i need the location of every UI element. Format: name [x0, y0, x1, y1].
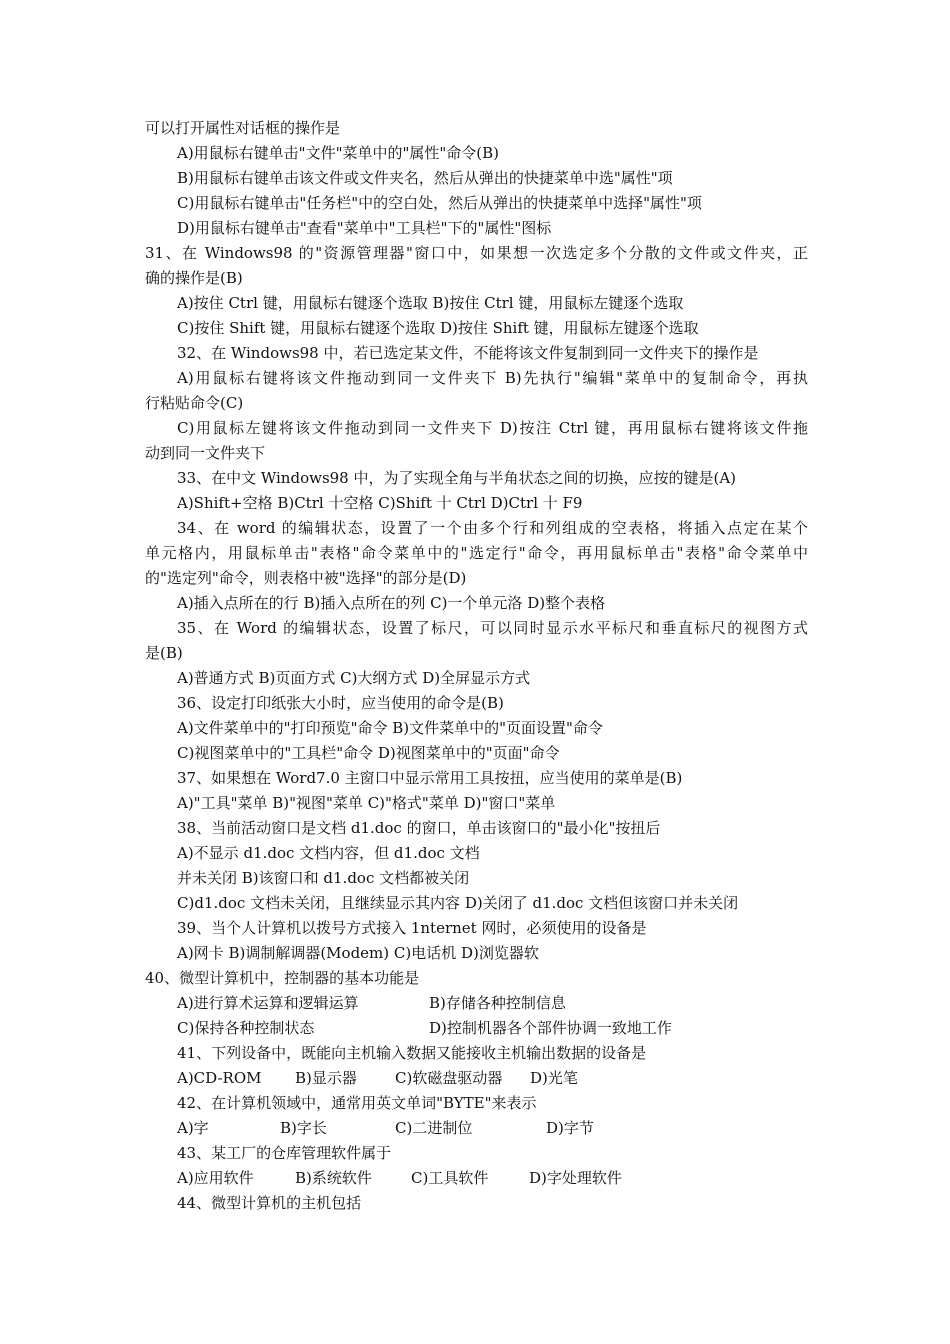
- option-text: 并未关闭 B)该窗口和 d1.doc 文档都被关闭: [177, 869, 470, 887]
- question-35-text: 35、在 Word 的编辑状态，设置了标尺，可以同时显示水平标尺和垂直标尺的视图方式: [177, 619, 808, 637]
- option-text: A)插入点所在的行 B)插入点所在的列 C)一个单元洛 D)整个表格: [177, 594, 606, 612]
- question-31-text: 31、在 Windows98 的"资源管理器"窗口中，如果想一次选定多个分散的文件或文件夹，正: [145, 244, 808, 262]
- option-text: A)用鼠标右键将该文件拖动到同一文件夹下 B)先执行"编辑"菜单中的复制命令，再执: [177, 369, 808, 387]
- option-text: B)字长: [280, 1119, 327, 1137]
- option-text: A)普通方式 B)页面方式 C)大纲方式 D)全屏显示方式: [177, 669, 531, 687]
- option-text: A)网卡 B)调制解调器(Modem) C)电话机 D)浏览器软: [177, 944, 539, 962]
- option-text: C)软磁盘驱动器: [395, 1069, 503, 1087]
- question-32-text: 32、在 Windows98 中，若已选定某文件，不能将该文件复制到同一文件夹下的操作是: [177, 344, 759, 362]
- question-33-text: 33、在中文 Windows98 中，为了实现全角与半角状态之间的切换，应按的键是(A): [177, 469, 737, 487]
- question-34-text: 34、在 word 的编辑状态，设置了一个由多个行和列组成的空表格，将插入点定在某个: [177, 519, 808, 537]
- question-42-text: 42、在计算机领域中，通常用英文单词"BYTE"来表示: [177, 1094, 537, 1112]
- option-text: A)Shift+空格 B)Ctrl 十空格 C)Shift 十 Ctrl D)Ctrl 十 F9: [177, 494, 583, 512]
- option-text: B)存储各种控制信息: [429, 994, 566, 1012]
- option-text: C)二进制位: [395, 1119, 473, 1137]
- option-text: A)进行算术运算和逻辑运算: [177, 994, 359, 1012]
- option-text: C)d1.doc 文档未关闭，且继续显示其内容 D)关闭了 d1.doc 文档但该窗口并未关闭: [177, 894, 739, 912]
- question-41-text: 41、下列设备中，既能向主机输入数据又能接收主机输出数据的设备是: [177, 1044, 647, 1062]
- question-43-text: 43、某工厂的仓库管理软件属于: [177, 1144, 392, 1162]
- option-text: B)系统软件: [295, 1169, 372, 1187]
- option-text: A)CD-ROM: [177, 1069, 262, 1087]
- question-text: 可以打开属性对话框的操作是: [145, 119, 341, 137]
- question-39-text: 39、当个人计算机以拨号方式接入 1nternet 网时，必须使用的设备是: [177, 919, 647, 937]
- option-text: C)用鼠标左键将该文件拖动到同一文件夹下 D)按注 Ctrl 键，再用鼠标右键将该文件拖: [177, 419, 808, 437]
- question-31-text-cont: 确的操作是(B): [145, 269, 243, 287]
- option-text: A)应用软件: [177, 1169, 254, 1187]
- option-text: D)用鼠标右键单击"查看"菜单中"工具栏"下的"属性"图标: [177, 219, 552, 237]
- option-text: A)按住 Ctrl 键，用鼠标右键逐个选取 B)按住 Ctrl 键，用鼠标左键逐个选取: [177, 294, 684, 312]
- option-text: D)字节: [546, 1119, 594, 1137]
- question-36-text: 36、设定打印纸张大小时，应当使用的命令是(B): [177, 694, 504, 712]
- question-34-text-cont: 单元格内，用鼠标单击"表格"命令菜单中的"选定行"命令，再用鼠标单击"表格"命令菜单中: [145, 544, 808, 562]
- option-text: A)文件菜单中的"打印预览"命令 B)文件菜单中的"页面设置"命令: [177, 719, 603, 737]
- question-35-text-cont: 是(B): [145, 644, 183, 662]
- question-34-text-cont: 的"选定列"命令，则表格中被"选择"的部分是(D): [145, 569, 467, 587]
- option-text: A)字: [177, 1119, 209, 1137]
- option-text: C)视图菜单中的"工具栏"命令 D)视图菜单中的"页面"命令: [177, 744, 560, 762]
- option-text: B)显示器: [295, 1069, 357, 1087]
- option-text: A)用鼠标右键单击"文件"菜单中的"属性"命令(B): [177, 144, 500, 162]
- option-text: D)字处理软件: [529, 1169, 622, 1187]
- question-44-text: 44、微型计算机的主机包括: [177, 1194, 362, 1212]
- question-40-text: 40、微型计算机中，控制器的基本功能是: [145, 969, 420, 987]
- option-text: C)用鼠标右键单击"任务栏"中的空白处，然后从弹出的快捷菜单中选择"属性"项: [177, 194, 702, 212]
- option-text: C)工具软件: [411, 1169, 489, 1187]
- option-text: A)"工具"菜单 B)"视图"菜单 C)"格式"菜单 D)"窗口"菜单: [177, 794, 556, 812]
- option-text-cont: 行粘贴命令(C): [145, 394, 244, 412]
- option-text: D)光笔: [530, 1069, 578, 1087]
- question-37-text: 37、如果想在 Word7.0 主窗口中显示常用工具按扭，应当使用的菜单是(B): [177, 769, 683, 787]
- option-text: C)按住 Shift 键，用鼠标右键逐个选取 D)按住 Shift 键，用鼠标左键逐个选取: [177, 319, 699, 337]
- option-text: A)不显示 d1.doc 文档内容，但 d1.doc 文档: [177, 844, 480, 862]
- option-text: D)控制机器各个部件协调一致地工作: [429, 1019, 672, 1037]
- option-text: C)保持各种控制状态: [177, 1019, 315, 1037]
- option-text-cont: 动到同一文件夹下: [145, 444, 266, 462]
- question-38-text: 38、当前活动窗口是文档 d1.doc 的窗口，单击该窗口的"最小化"按扭后: [177, 819, 661, 837]
- option-text: B)用鼠标右键单击该文件或文件夹名，然后从弹出的快捷菜单中选"属性"项: [177, 169, 673, 187]
